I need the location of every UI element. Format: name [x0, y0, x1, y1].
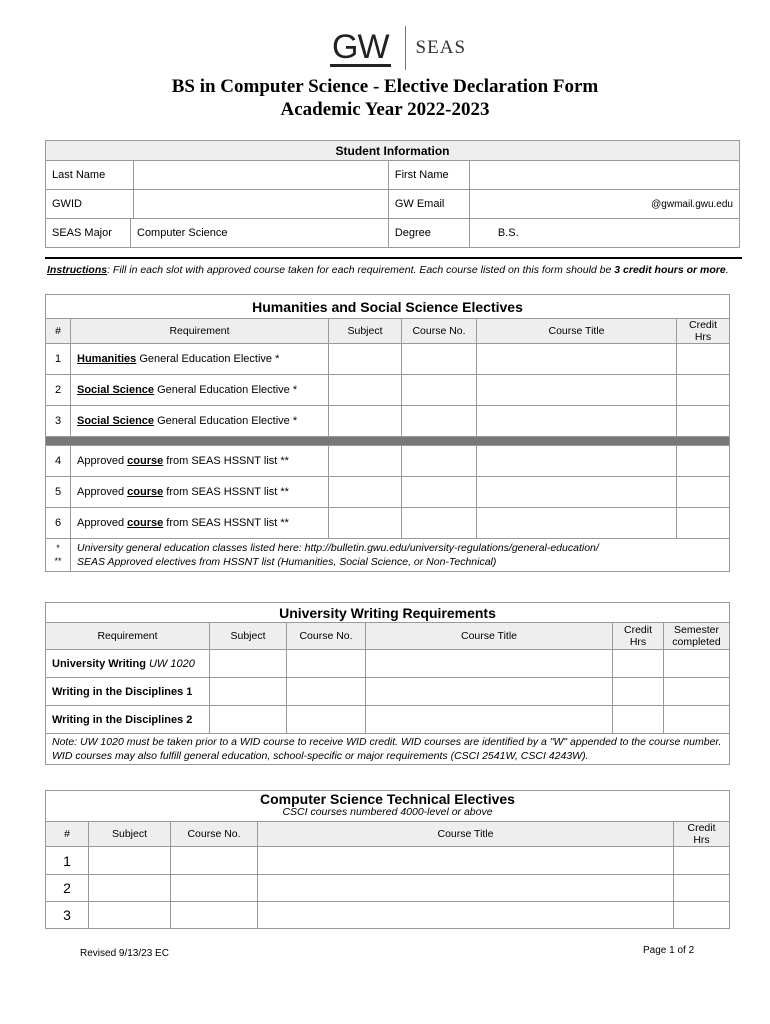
cs-col-course-no: Course No.	[171, 822, 258, 847]
subject-field[interactable]	[329, 446, 402, 477]
hss-col-credit-hrs: Credit Hrs	[677, 319, 730, 344]
credit-hrs-field[interactable]	[677, 508, 730, 539]
uw-col-course-no: Course No.	[287, 623, 366, 650]
credit-hrs-field[interactable]	[613, 706, 664, 734]
degree-label: Degree	[388, 219, 469, 248]
cs-col-credit-hrs: Credit Hrs	[674, 822, 730, 847]
course-title-field[interactable]	[258, 875, 674, 902]
cs-col-num: #	[46, 822, 89, 847]
instructions	[47, 264, 747, 276]
seas-major-value: Computer Science	[131, 219, 389, 248]
course-title-field[interactable]	[366, 678, 613, 706]
course-no-field[interactable]	[402, 446, 477, 477]
footnote-marks: * **	[46, 539, 71, 572]
uw-col-credit-hrs: Credit Hrs	[613, 623, 664, 650]
course-title-field[interactable]	[477, 477, 677, 508]
row-number: 5	[46, 477, 71, 508]
footnote-1: University general education classes listed here: http://bulletin.gwu.edu/university-regulations/general-education/	[77, 542, 599, 554]
table-row	[46, 902, 730, 929]
course-title-field[interactable]	[477, 508, 677, 539]
requirement-text: Approved course from SEAS HSSNT list **	[71, 508, 329, 539]
credit-hrs-field[interactable]	[677, 375, 730, 406]
gw-email-label: GW Email	[388, 190, 469, 219]
table-row	[46, 508, 730, 539]
wid1-requirement: Writing in the Disciplines 1	[46, 678, 210, 706]
requirement-text: Approved course from SEAS HSSNT list **	[71, 477, 329, 508]
subject-field[interactable]	[329, 406, 402, 437]
hss-col-num: #	[46, 319, 71, 344]
table-row	[46, 678, 730, 706]
seas-logo-text: SEAS	[415, 37, 467, 58]
table-row	[46, 650, 730, 678]
course-no-field[interactable]	[402, 344, 477, 375]
divider-line	[45, 257, 742, 259]
requirement-text: Approved course from SEAS HSSNT list **	[71, 446, 329, 477]
course-title-field[interactable]	[477, 406, 677, 437]
last-name-label: Last Name	[46, 161, 134, 190]
table-row	[46, 477, 730, 508]
table-row	[46, 406, 730, 437]
credit-hrs-field[interactable]	[677, 344, 730, 375]
course-no-field[interactable]	[402, 477, 477, 508]
gwid-label: GWID	[46, 190, 134, 219]
table-row	[46, 847, 730, 875]
course-no-field[interactable]	[402, 508, 477, 539]
subject-field[interactable]	[210, 706, 287, 734]
hss-col-subject: Subject	[329, 319, 402, 344]
uw-col-course-title: Course Title	[366, 623, 613, 650]
course-no-field[interactable]	[171, 847, 258, 875]
requirement-text: Social Science General Education Elective *	[71, 406, 329, 437]
revised-note: Revised 9/13/23 EC	[80, 948, 169, 959]
cs-col-subject: Subject	[89, 822, 171, 847]
degree-value: B.S.	[469, 219, 739, 248]
course-no-field[interactable]	[171, 902, 258, 929]
row-number: 2	[46, 375, 71, 406]
row-number: 4	[46, 446, 71, 477]
hss-col-course-title: Course Title	[477, 319, 677, 344]
page-number: Page 1 of 2	[643, 945, 695, 956]
requirement-text: Humanities General Education Elective *	[71, 344, 329, 375]
gwid-field[interactable]	[133, 190, 388, 219]
instructions-end: .	[725, 264, 729, 276]
credit-hrs-field[interactable]	[613, 678, 664, 706]
cs-header-cell	[46, 791, 730, 822]
course-title-field[interactable]	[258, 902, 674, 929]
cs-header: Computer Science Technical Electives	[260, 791, 515, 807]
cs-subheader: CSCI courses numbered 4000-level or above	[282, 806, 493, 818]
course-title-field[interactable]	[366, 706, 613, 734]
uw-col-subject: Subject	[210, 623, 287, 650]
credit-hrs-field[interactable]	[674, 847, 730, 875]
row-number: 1	[46, 344, 71, 375]
writing-requirements-table	[45, 602, 730, 765]
course-no-field[interactable]	[402, 375, 477, 406]
hss-electives-table	[45, 294, 730, 572]
credit-hrs-field[interactable]	[674, 875, 730, 902]
table-row	[46, 706, 730, 734]
semester-field[interactable]	[664, 650, 730, 678]
academic-year: Academic Year 2022-2023	[280, 99, 490, 120]
credit-hrs-field[interactable]	[674, 902, 730, 929]
semester-field[interactable]	[664, 678, 730, 706]
hss-header: Humanities and Social Science Electives	[46, 295, 730, 319]
credit-hrs-field[interactable]	[613, 650, 664, 678]
instructions-label: Instructions	[47, 264, 108, 276]
row-number: 3	[46, 406, 71, 437]
uw-requirement: University Writing UW 1020	[46, 650, 210, 678]
logo-divider	[405, 26, 406, 70]
subject-field[interactable]	[210, 650, 287, 678]
row-number: 2	[46, 875, 89, 902]
subject-field[interactable]	[329, 477, 402, 508]
course-title-field[interactable]	[477, 446, 677, 477]
credit-hrs-field[interactable]	[677, 406, 730, 437]
table-row	[46, 375, 730, 406]
subject-field[interactable]	[329, 508, 402, 539]
subject-field[interactable]	[329, 375, 402, 406]
cs-electives-table	[45, 790, 730, 929]
student-info-table	[45, 140, 740, 248]
wid2-requirement: Writing in the Disciplines 2	[46, 706, 210, 734]
credit-hrs-field[interactable]	[677, 446, 730, 477]
hss-col-course-no: Course No.	[402, 319, 477, 344]
credit-hrs-field[interactable]	[677, 477, 730, 508]
course-title-field[interactable]	[477, 344, 677, 375]
subject-field[interactable]	[210, 678, 287, 706]
subject-field[interactable]	[89, 875, 171, 902]
first-name-label: First Name	[388, 161, 469, 190]
first-name-field[interactable]	[469, 161, 739, 190]
row-number: 3	[46, 902, 89, 929]
gw-logo-mark: GW	[332, 27, 389, 66]
email-suffix: @gwmail.gwu.edu	[651, 198, 733, 210]
last-name-field[interactable]	[133, 161, 388, 190]
row-number: 1	[46, 847, 89, 875]
requirement-text: Social Science General Education Elective *	[71, 375, 329, 406]
gw-email-field[interactable]	[469, 190, 739, 219]
semester-field[interactable]	[664, 706, 730, 734]
course-no-field[interactable]	[287, 678, 366, 706]
course-title-field[interactable]	[258, 847, 674, 875]
uw-col-semester: Semester completed	[664, 623, 730, 650]
course-no-field[interactable]	[287, 706, 366, 734]
course-no-field[interactable]	[402, 406, 477, 437]
gw-seas-logo	[330, 26, 466, 70]
uw-note: Note: UW 1020 must be taken prior to a WID course to receive WID credit. WID courses are identified by a "W" appended to the course number. WID courses may also fulfill general education, school-specific or major requirements (CSCI 2541W, CSCI 4243W).	[46, 734, 730, 765]
table-row	[46, 446, 730, 477]
course-no-field[interactable]	[287, 650, 366, 678]
instructions-text: : Fill in each slot with approved course taken for each requirement. Each course listed on this form should be	[107, 264, 615, 276]
instructions-bold: 3 credit hours or more	[614, 264, 726, 276]
seas-major-label: SEAS Major	[46, 219, 131, 248]
course-title-field[interactable]	[366, 650, 613, 678]
cs-col-course-title: Course Title	[258, 822, 674, 847]
uw-col-requirement: Requirement	[46, 623, 210, 650]
uw-header: University Writing Requirements	[46, 603, 730, 623]
footnote-2: SEAS Approved electives from HSSNT list (Humanities, Social Science, or Non-Technical)	[77, 556, 497, 568]
form-title: BS in Computer Science - Elective Declaration Form	[171, 76, 599, 97]
course-title-field[interactable]	[477, 375, 677, 406]
section-divider-bar	[46, 437, 730, 446]
subject-field[interactable]	[329, 344, 402, 375]
student-info-header: Student Information	[46, 141, 740, 161]
hss-footnotes	[71, 539, 730, 572]
row-number: 6	[46, 508, 71, 539]
table-row	[46, 875, 730, 902]
subject-field[interactable]	[89, 847, 171, 875]
subject-field[interactable]	[89, 902, 171, 929]
hss-col-requirement: Requirement	[71, 319, 329, 344]
course-no-field[interactable]	[171, 875, 258, 902]
table-row	[46, 344, 730, 375]
